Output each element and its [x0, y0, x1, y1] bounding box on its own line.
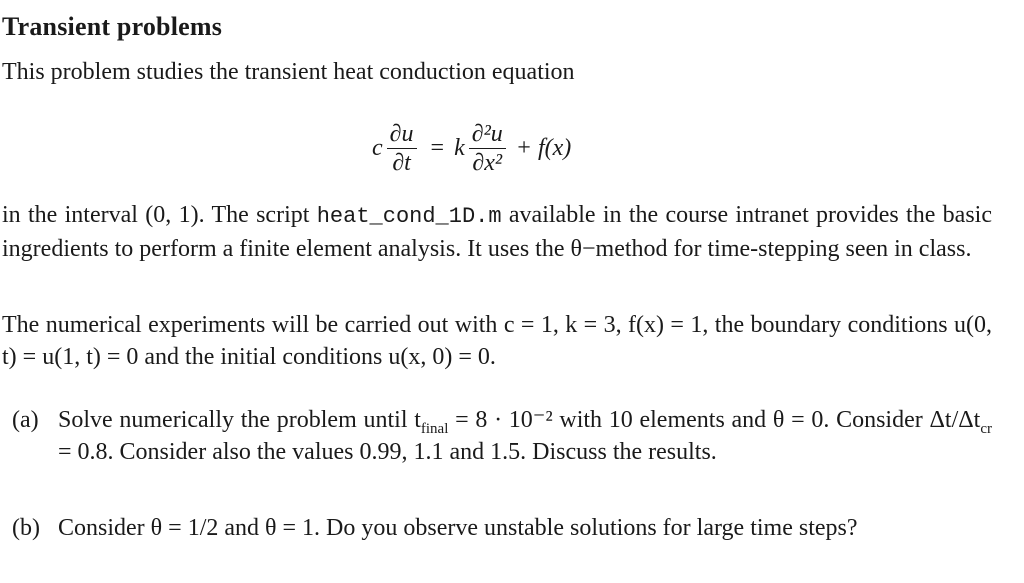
- item-a-text-3: = 0.8. Consider also the values 0.99, 1.1 and 1.5. Discuss the results.: [58, 439, 717, 465]
- equation-rhs-numerator: ∂²u: [469, 120, 506, 149]
- list-body-a: [58, 404, 992, 468]
- equation-rhs-coefficient: k: [454, 134, 465, 161]
- list-marker-a: (a): [12, 407, 39, 433]
- interval-paragraph: [2, 199, 992, 265]
- equation-lhs-coefficient: c: [372, 134, 383, 161]
- setup-paragraph: The numerical experiments will be carried out with c = 1, k = 3, f(x) = 1, the boundary conditions u(0, t) = u(1, t) = 0 and the initial conditions u(x, 0) = 0.: [2, 312, 992, 370]
- equation-equals: =: [430, 134, 445, 161]
- equation-source-term: + f(x): [515, 134, 572, 161]
- equation-space-derivative: [469, 120, 506, 177]
- equation-lhs-numerator: ∂u: [387, 120, 417, 149]
- item-a-sub-cr: cr: [980, 420, 992, 437]
- interval-text-1: in the interval (0, 1). The script: [2, 202, 317, 228]
- equation-time-derivative: [387, 120, 417, 177]
- section-title: Transient problems: [2, 12, 223, 41]
- equation-rhs-denominator: ∂x²: [472, 149, 503, 176]
- list-marker-b: (b): [12, 515, 40, 541]
- item-a-text-2: = 8 · 10⁻² with 10 elements and θ = 0. Consider Δt/Δt: [448, 407, 981, 433]
- list-item-b: [12, 512, 992, 544]
- interval-text-2: available in the course intranet provides the basic ingredients to perform a finite element analysis. It uses the θ−method for time-stepping seen in class.: [2, 202, 992, 262]
- item-a-sub-final: final: [420, 420, 449, 437]
- list-item-a: [12, 404, 992, 468]
- script-name: heat_cond_1D.m: [316, 204, 502, 229]
- item-a-text-1: Solve numerically the problem until t: [58, 407, 421, 433]
- list-body-b: Consider θ = 1/2 and θ = 1. Do you observe unstable solutions for large time steps?: [58, 515, 858, 541]
- heat-equation: [372, 108, 571, 188]
- intro-paragraph: This problem studies the transient heat conduction equation: [2, 59, 575, 85]
- equation-lhs-denominator: ∂t: [392, 149, 411, 176]
